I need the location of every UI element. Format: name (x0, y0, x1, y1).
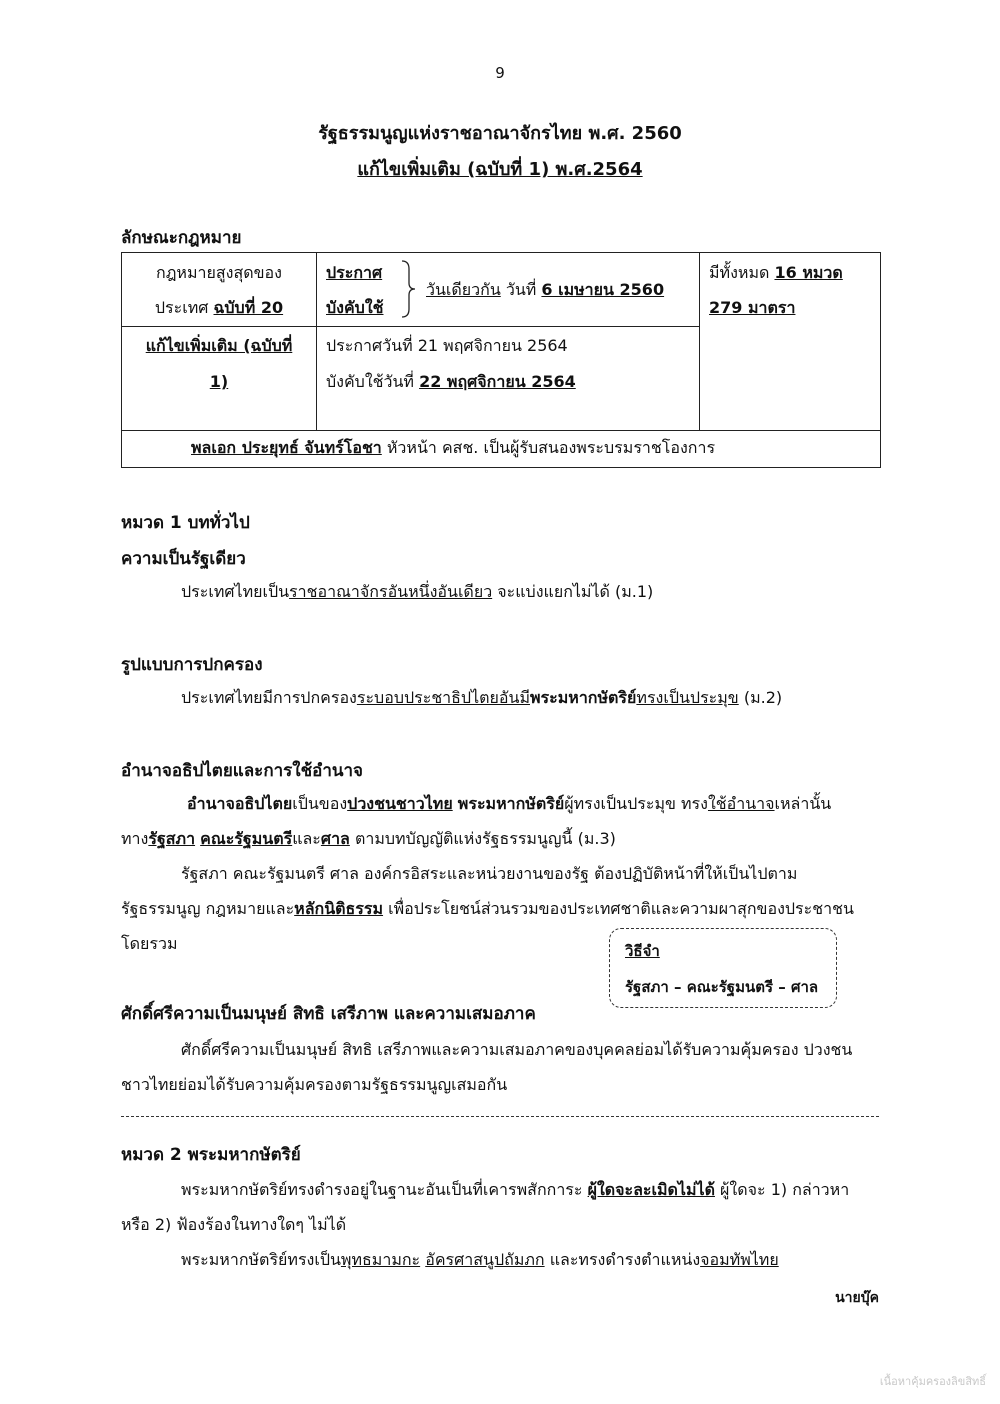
supreme-law-prefix: ประเทศ (154, 298, 214, 317)
text-run: ปวงชนชาวไทย (347, 794, 453, 813)
supreme-law-line1: กฎหมายสูงสุดของ (156, 263, 282, 282)
amendment-announced: ประกาศวันที่ 21 พฤศจิกายน 2564 (326, 336, 568, 355)
author-signature: นายบุ๊ค (835, 1290, 879, 1306)
memo-title: วิธีจำ (625, 942, 660, 960)
table-row (122, 431, 881, 468)
text-run: พระมหากษัตริย์ (457, 794, 565, 813)
text-run: เหล่านั้น (774, 794, 832, 813)
amendment-enforced (326, 364, 699, 400)
enforced-date: 22 พฤศจิกายน 2564 (419, 372, 576, 391)
government-form-paragraph (181, 686, 782, 711)
section-divider (121, 1116, 879, 1117)
text-run: รัฐสภา (148, 829, 196, 848)
chapter1-heading: หมวด 1 บททั่วไป (121, 513, 250, 533)
text-run: และทรงดำรงตำแหน่ง (544, 1250, 701, 1269)
memo-text: รัฐสภา – คณะรัฐมนตรี – ศาล (625, 978, 819, 996)
announce-label: ประกาศ (326, 263, 383, 282)
text-run: ผู้ใดจะ 1) กล่าวหา (714, 1180, 850, 1199)
text-run: ประเทศไทยเป็น (181, 582, 290, 601)
totals-prefix: มีทั้งหมด (709, 263, 775, 282)
version-number: ฉบับที่ 20 (213, 298, 284, 317)
rule-of-law-line3: โดยรวม (121, 934, 178, 953)
unitary-state-paragraph (181, 580, 653, 605)
text-run: (ม.2) (738, 688, 783, 707)
text-run: เพื่อประโยชน์ส่วนรวมของประเทศชาติและความผาสุกของประชาชน (383, 899, 854, 918)
text-run: พระมหากษัตริย์ (529, 688, 637, 707)
dignity-heading: ศักดิ์ศรีความเป็นมนุษย์ สิทธิ เสรีภาพ และความเสมอภาค (121, 1004, 536, 1024)
text-run: ประเทศไทยมีการปกครอง (181, 688, 357, 707)
document-title: รัฐธรรมนูญแห่งราชอาณาจักรไทย พ.ศ. 2560 (318, 123, 682, 144)
sections-count: 279 มาตรา (709, 298, 796, 317)
text-run: ราชอาณาจักรอันหนึ่งอันเดียว (289, 582, 493, 601)
text-run: ระบอบประชาธิปไตยอันมี (356, 688, 530, 707)
text-run: จอมทัพไทย (700, 1250, 779, 1269)
table-cell-amendment (122, 327, 317, 431)
text-run: พุทธมามกะ (340, 1250, 421, 1269)
law-summary-table (121, 252, 881, 468)
king-paragraph-line2: หรือ 2) ฟ้องร้องในทางใดๆ ไม่ได้ (121, 1215, 347, 1234)
countersign-role: หัวหน้า คสช. เป็นผู้รับสนองพระบรมราชโองการ (381, 438, 716, 457)
text-run: ผู้ทรงเป็นประมุข ทรง (564, 794, 708, 813)
text-run: คณะรัฐมนตรี (200, 829, 293, 848)
text-run: เป็นของ (292, 794, 348, 813)
announce-date: 6 เมษายน 2560 (541, 280, 665, 299)
rule-of-law-line2 (121, 897, 854, 922)
document-subtitle (0, 154, 1000, 183)
text-run: ศาล (320, 829, 350, 848)
text-run: ตามบทบัญญัติแห่งรัฐธรรมนูญนี้ (ม.3) (349, 829, 616, 848)
amendment-line1: แก้ไขเพิ่มเติม (ฉบับที่ (145, 336, 293, 355)
sovereignty-paragraph-line1 (187, 792, 831, 817)
table-cell-announce (317, 253, 700, 327)
text-run: ผู้ใดจะละเมิดไม่ได้ (587, 1180, 715, 1199)
chapter2-heading: หมวด 2 พระมหากษัตริย์ (121, 1145, 301, 1165)
dignity-paragraph-line1: ศักดิ์ศรีความเป็นมนุษย์ สิทธิ เสรีภาพและความเสมอภาคของบุคคลย่อมได้รับความคุ้มครอง ปวงชน (181, 1040, 853, 1059)
totals-line1 (709, 255, 880, 290)
table-cell-countersign (122, 431, 881, 468)
text-run: อัครศาสนูปถัมภก (425, 1250, 545, 1269)
text-run: จะแบ่งแยกไม่ได้ (ม.1) (492, 582, 654, 601)
text-run: ทาง (121, 829, 149, 848)
table-row (122, 253, 881, 327)
king-religion-paragraph (181, 1248, 779, 1273)
king-paragraph-line1 (181, 1178, 849, 1203)
table-cell-supreme-law (122, 253, 317, 327)
enforced-prefix: บังคับใช้วันที่ (326, 372, 420, 391)
text-run: ทรงเป็นประมุข (636, 688, 739, 707)
countersign-person: พลเอก ประยุทธ์ จันทร์โอชา (191, 438, 382, 457)
copyright-watermark: เนื้อหาคุ้มครองลิขสิทธิ์ (879, 1375, 986, 1388)
document-subtitle-text: แก้ไขเพิ่มเติม (ฉบับที่ 1) พ.ศ.2564 (357, 159, 643, 180)
text-run: พระมหากษัตริย์ทรงเป็น (181, 1250, 341, 1269)
sovereignty-paragraph-line2 (121, 827, 616, 852)
text-run: พระมหากษัตริย์ทรงดำรงอยู่ในฐานะอันเป็นที่เคารพสักการะ (181, 1180, 588, 1199)
right-brace-icon (399, 259, 417, 319)
enforce-label: บังคับใช้ (326, 298, 384, 317)
text-run: ใช้อำนาจ (707, 794, 775, 813)
announce-date-line (426, 273, 664, 307)
text-run: หลักนิติธรรม (294, 899, 384, 918)
same-day-text: วันเดียวกัน (426, 280, 501, 299)
supreme-law-line2 (122, 290, 316, 325)
text-run: อำนาจอธิปไตย (187, 794, 293, 813)
rule-of-law-line1: รัฐสภา คณะรัฐมนตรี ศาล องค์กรอิสระและหน่วยงานของรัฐ ต้องปฏิบัติหน้าที่ให้เป็นไปตาม (181, 864, 798, 883)
sovereignty-heading: อำนาจอธิปไตยและการใช้อำนาจ (121, 761, 364, 781)
memo-box (609, 928, 837, 1008)
law-characteristics-heading: ลักษณะกฎหมาย (121, 228, 242, 248)
table-cell-totals (700, 253, 881, 431)
chapters-count: 16 หมวด (774, 263, 843, 282)
page-number: 9 (495, 64, 505, 82)
date-prefix: วันที่ (500, 280, 542, 299)
table-cell-amendment-dates (317, 327, 700, 431)
text-run: รัฐธรรมนูญ กฎหมายและ (121, 899, 295, 918)
unitary-state-heading: ความเป็นรัฐเดียว (121, 549, 246, 569)
government-form-heading: รูปแบบการปกครอง (121, 655, 263, 675)
dignity-paragraph-line2: ชาวไทยย่อมได้รับความคุ้มครองตามรัฐธรรมนูญเสมอกัน (121, 1075, 508, 1094)
amendment-line2: 1) (209, 372, 229, 391)
text-run: และ (292, 829, 321, 848)
